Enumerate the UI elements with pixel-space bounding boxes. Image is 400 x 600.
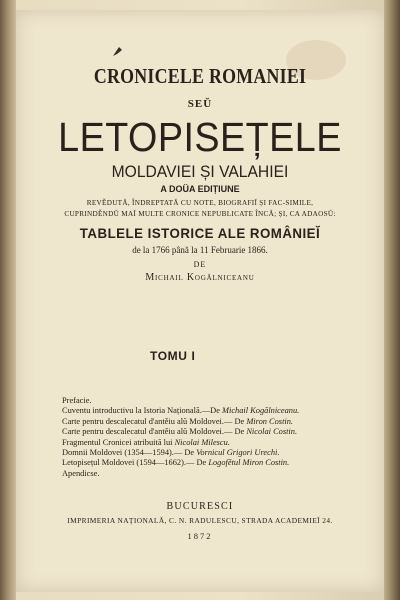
list-item bbox=[62, 438, 362, 448]
tables-title: TABLELE ISTORICE ALE ROMÂNIEĬ bbox=[79, 225, 321, 241]
publisher-press: IMPRIMERIA NAȚIONALĂ, C. N. RADULESCU, STRADA ACADEMIEĬ 24. bbox=[67, 516, 333, 525]
by-label: DE bbox=[193, 260, 207, 269]
contents-text: Letopisețul Moldovei (1594—1662).— De bbox=[62, 458, 209, 468]
edition-label: A DOÜA EDIȚIUNE bbox=[160, 184, 240, 194]
publisher-city: BUCURESCI bbox=[166, 501, 234, 512]
title-page bbox=[16, 10, 384, 592]
list-item bbox=[62, 458, 362, 468]
ink-mark-icon bbox=[111, 44, 125, 58]
contents-author: Vornicul Grigori Urechi. bbox=[196, 448, 280, 458]
date-range: de la 1766 până la 11 Februarie 1866. bbox=[132, 245, 268, 255]
list-item bbox=[62, 417, 362, 427]
title-connector: SEŬ bbox=[187, 98, 213, 110]
description-line: REVĚDUTĂ, ÎNDREPTATĂ CU NOTE, BIOGRAFIĬ ȘI FAC-SIMILE, bbox=[86, 199, 314, 207]
contents-text: Carte pentru descalecatul d'antěiu alŭ Moldovei.— De bbox=[62, 416, 247, 426]
book-spine bbox=[0, 0, 16, 600]
title-line-1: CRONICELE ROMANIEI bbox=[93, 64, 307, 88]
publication-year: 1872 bbox=[187, 531, 213, 541]
list-item bbox=[62, 469, 362, 479]
contents-text: Prefacie. bbox=[62, 396, 92, 405]
description bbox=[16, 198, 384, 220]
contents-text: Fragmentul Cronicei atribuită lui bbox=[62, 437, 175, 447]
contents-text: Domnii Moldovei (1354—1594).— De bbox=[62, 448, 197, 458]
author-name: Michail Kogălniceanu bbox=[145, 272, 255, 283]
contents-author: Logofětul Miron Costin. bbox=[208, 458, 290, 468]
contents-text: Cuventu introductivu la Istoria Națională.—De bbox=[62, 406, 223, 416]
title-line-3: MOLDAVIEI ȘI VALAHIEI bbox=[111, 162, 289, 181]
contents-author: Nicolai Milescu. bbox=[174, 437, 230, 447]
contents-list bbox=[62, 396, 362, 479]
contents-text: Carte pentru descalecatul d'antěiu alŭ Moldovei.— De bbox=[62, 427, 247, 437]
list-item bbox=[62, 448, 362, 458]
list-item bbox=[62, 427, 362, 437]
contents-author: Miron Costin. bbox=[246, 416, 294, 426]
list-item bbox=[62, 396, 362, 406]
volume-label: TOMU I bbox=[150, 349, 196, 363]
contents-author: Nicolai Costin. bbox=[246, 427, 298, 437]
description-line: CUPRINDĚNDŬ MAĬ MULTE CRONICE NEPUBLICATE ÎNCĂ; ȘI, CA ADAOSŬ: bbox=[64, 210, 336, 218]
contents-text: Apendicse. bbox=[62, 468, 100, 478]
title-main: LETOPISEȚELE bbox=[58, 114, 342, 160]
contents-author: Michail Kogălniceanu. bbox=[222, 406, 300, 416]
book-cover-edge bbox=[384, 0, 400, 600]
list-item bbox=[62, 406, 362, 416]
